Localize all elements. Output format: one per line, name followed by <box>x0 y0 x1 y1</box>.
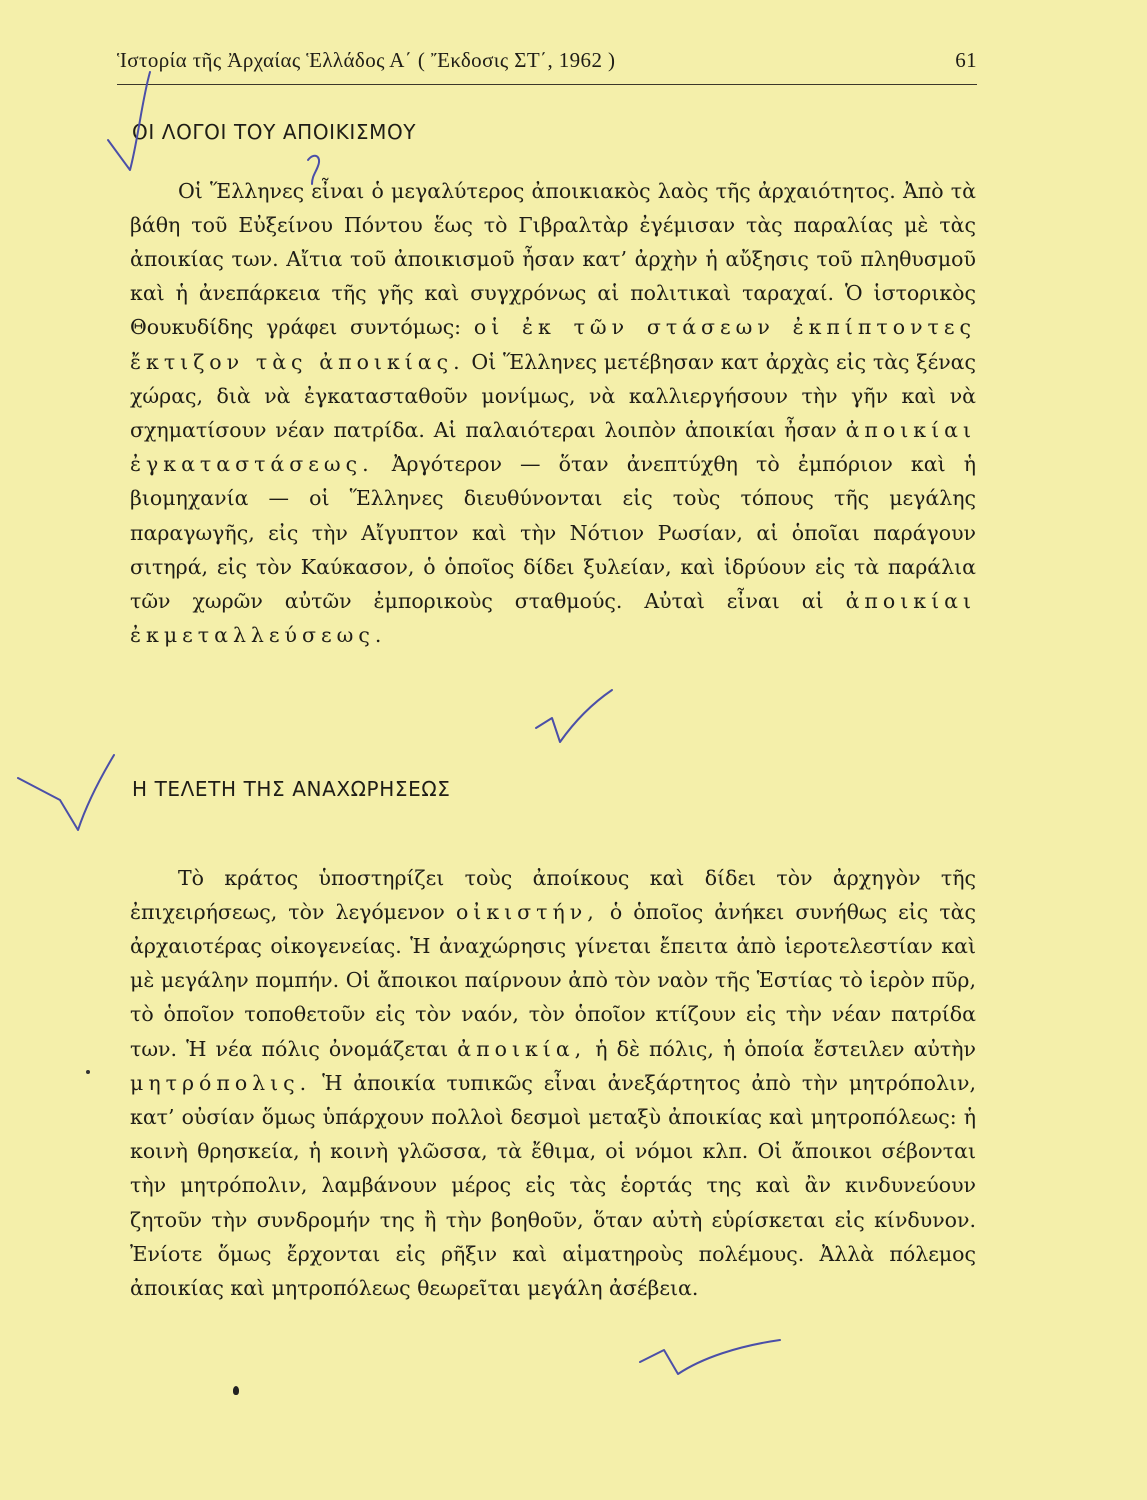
margin-dot <box>86 1070 90 1074</box>
header-rule <box>117 84 977 85</box>
text-run: ὁ ὁποῖος ἀνήκει συνήθως εἰς τὰς ἀρχαιοτέρας οἰκογενείας. Ἡ ἀναχώρησις γίνεται ἔπειτα ἀπὸ ἱεροτελεστίαν καὶ μὲ μεγάλην πομπήν. Οἱ ἄποικοι παίρνουν ἀπὸ τὸν ναὸν τῆς Ἑστίας τὸ ἱερὸν πῦρ, τὸ ὁποῖον τοποθετοῦν εἰς τὸν ναόν, τὸν ὁποῖον κτίζουν εἰς τὴν νέαν πατρίδα των. Ἡ νέα πόλις ὀνομάζεται <box>130 899 976 1061</box>
checkmark-end-paragraph-2 <box>640 1340 780 1374</box>
page-header <box>117 48 977 82</box>
spaced-emphasis-text: μητρόπολις. <box>130 1070 312 1095</box>
spaced-emphasis-text: ἀποικία, <box>457 1036 587 1061</box>
section-heading-colonization-reasons: ΟΙ ΛΟΓΟΙ ΤΟΥ ΑΠΟΙΚΙΣΜΟΥ <box>132 120 417 144</box>
checkmark-end-paragraph-1 <box>536 690 612 742</box>
page-number: 61 <box>955 48 977 72</box>
text-run: ἡ δὲ πόλις, ἡ ὁποία ἔστειλεν αὐτὴν <box>595 1036 976 1061</box>
spaced-emphasis-text: ἀποικίαι ἐγκαταστάσεως. <box>130 417 976 477</box>
paragraph-departure-ceremony <box>130 861 976 1306</box>
ink-mark <box>233 1386 239 1395</box>
paragraph-colonization-reasons <box>130 174 976 653</box>
spaced-emphasis-text: οἱ ἐκ τῶν στάσεων ἐκπίπτοντες ἔκτιζον τὰς ἀποικίας. <box>130 315 976 374</box>
running-title: Ἱστορία τῆς Ἀρχαίας Ἑλλάδος Α΄ ( Ἔκδοσις ΣΤ΄, 1962 ) <box>117 48 616 72</box>
spaced-emphasis-text: ἀποικίαι ἐκμεταλλεύσεως. <box>130 588 976 648</box>
text-run: Τὸ κράτος ὑποστηρίζει τοὺς ἀποίκους καὶ δίδει τὸν ἀρχηγὸν τῆς ἐπιχειρήσεως, τὸν λεγόμενον <box>130 865 976 924</box>
spaced-emphasis-text: οἰκιστήν, <box>455 899 599 924</box>
text-run: Οἱ Ἕλληνες μετέβησαν κατ ἀρχὰς εἰς τὰς ξένας χώρας, διὰ νὰ ἐγκατασταθοῦν μονίμως, νὰ καλλιεργήσουν τὴν γῆν καὶ νὰ σχηματίσουν νέαν πατρίδα. Αἱ παλαιότεραι λοιπὸν ἀποικίαι ἦσαν <box>130 349 976 442</box>
text-run: Οἱ Ἕλληνες εἶναι ὁ μεγαλύτερος ἀποικιακὸς λαὸς τῆς ἀρχαιότητος. Ἀπὸ τὰ βάθη τοῦ Εὐξείνου Πόντου ἕως τὸ Γιβραλτὰρ ἐγέμισαν τὰς παραλίας μὲ τὰς ἀποικίας των. Αἴτια τοῦ ἀποικισμοῦ ἦσαν κατ’ ἀρχὴν ἡ αὔξησις τοῦ πληθυσμοῦ καὶ ἡ ἀνεπάρκεια τῆς γῆς καὶ συγχρόνως αἱ πολιτικαὶ ταραχαί. Ὁ ἱστορικὸς Θουκυδίδης γράφει συντόμως: <box>130 178 976 340</box>
text-run: Ἡ ἀποικία τυπικῶς εἶναι ἀνεξάρτητος ἀπὸ τὴν μητρόπολιν, κατ’ οὐσίαν ὅμως ὑπάρχουν πολλοὶ δεσμοὶ μεταξὺ ἀποικίας καὶ μητροπόλεως: ἡ κοινὴ θρησκεία, ἡ κοινὴ γλῶσσα, τὰ ἔθιμα, οἱ νόμοι κλπ. Οἱ ἄποικοι σέβονται τὴν μητρόπολιν, λαμβάνουν μέρος εἰς τὰς ἑορτάς της καὶ ἂν κινδυνεύουν ζητοῦν τὴν συνδρομήν της ἢ τὴν βοηθοῦν, ὅταν αὐτὴ εὑρίσκεται εἰς κίνδυνον. Ἐνίοτε ὅμως ἔρχονται εἰς ρῆξιν καὶ αἱματηροὺς πολέμους. Ἀλλὰ πόλεμος ἀποικίας καὶ μητροπόλεως θεωρεῖται μεγάλη ἀσέβεια. <box>130 1070 976 1300</box>
checkmark-heading-2 <box>18 755 114 830</box>
section-heading-departure-ceremony: Η ΤΕΛΕΤΗ ΤΗΣ ΑΝΑΧΩΡΗΣΕΩΣ <box>132 777 451 801</box>
text-run: Ἀργότερον — ὅταν ἀνεπτύχθη τὸ ἐμπόριον καὶ ἡ βιομηχανία — οἱ Ἕλληνες διευθύνονται εἰς τοὺς τόπους τῆς μεγάλης παραγωγῆς, εἰς τὴν Αἴγυπτον καὶ τὴν Νότιον Ρωσίαν, αἱ ὁποῖαι παράγουν σιτηρά, εἰς τὸν Καύκασον, ὁ ὁποῖος δίδει ξυλείαν, καὶ ἱδρύουν εἰς τὰ παράλια τῶν χωρῶν αὐτῶν ἐμπορικοὺς σταθμούς. Αὐταὶ εἶναι αἱ <box>130 452 976 613</box>
